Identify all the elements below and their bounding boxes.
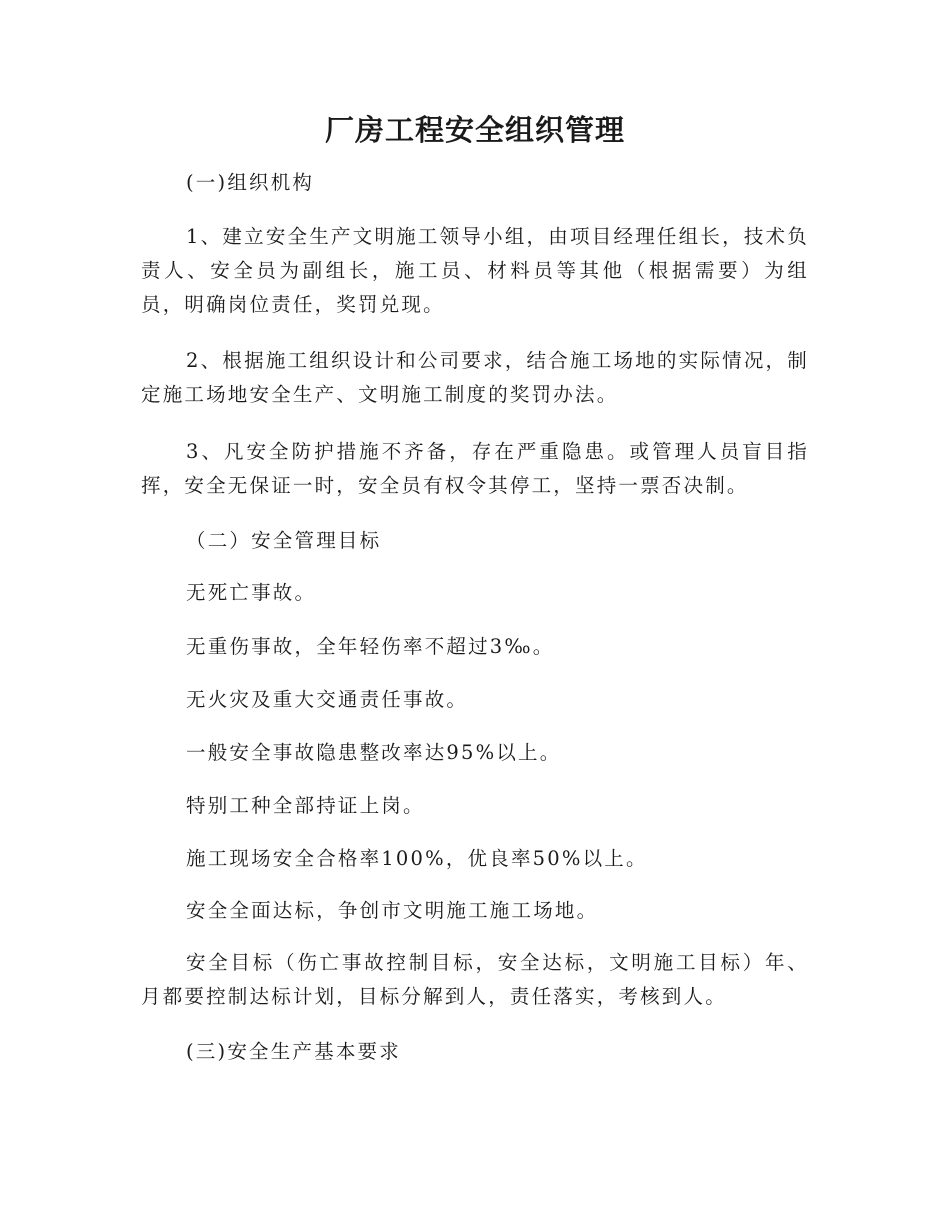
goal-no-serious-injury: 无重伤事故，全年轻伤率不超过3‰。	[186, 635, 555, 658]
section-heading-basic-requirements: (三)安全生产基本要求	[186, 1040, 401, 1063]
goal-safety-targets: 安全目标（伤亡事故控制目标，安全达标，文明施工目标）年、月都要控制达标计划，目标分解到人，责任落实，考核到人。	[141, 951, 809, 1008]
paragraph-item-2: 2、根据施工组织设计和公司要求，结合施工场地的实际情况，制定施工场地安全生产、文明施工制度的奖罚办法。	[141, 349, 809, 406]
paragraph-item-3: 3、凡安全防护措施不齐备，存在严重隐患。或管理人员盲目指挥，安全无保证一时，安全员有权令其停工，坚持一票否决制。	[141, 440, 809, 497]
goal-no-death: 无死亡事故。	[186, 581, 317, 604]
document-title: 厂房工程安全组织管理	[324, 113, 625, 147]
goal-certified-workers: 特别工种全部持证上岗。	[186, 794, 425, 817]
section-heading-safety-goals: （二）安全管理目标	[186, 529, 382, 552]
goal-hazard-rectification: 一般安全事故隐患整改率达95%以上。	[186, 741, 562, 764]
paragraph-item-1: 1、建立安全生产文明施工领导小组，由项目经理任组长，技术负责人、安全员为副组长，施工员、材料员等其他（根据需要）为组员，明确岗位责任，奖罚兑现。	[141, 225, 809, 316]
goal-site-qualification: 施工现场安全合格率100%，优良率50%以上。	[186, 847, 648, 870]
goal-civilized-site: 安全全面达标，争创市文明施工施工场地。	[186, 899, 599, 922]
goal-no-fire: 无火灾及重大交通责任事故。	[186, 688, 469, 711]
section-heading-organization: (一)组织机构	[186, 171, 315, 194]
